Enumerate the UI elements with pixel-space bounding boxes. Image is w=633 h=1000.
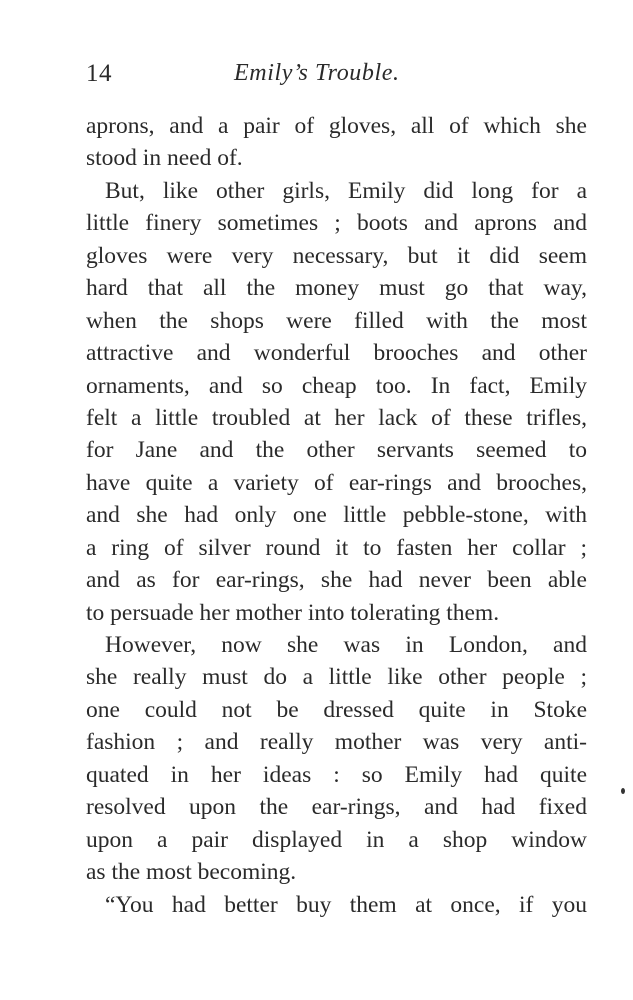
text-line: stood in need of. xyxy=(86,145,243,172)
text-line: one could not be dressed quite in Stoke xyxy=(86,696,587,723)
text-line: little finery sometimes ; boots and aprons and xyxy=(86,210,587,237)
text-line: ornaments, and so cheap too. In fact, Emily xyxy=(86,372,587,399)
text-line: “You had better buy them at once, if you xyxy=(105,891,587,918)
text-line: felt a little troubled at her lack of these trifles, xyxy=(86,404,587,431)
text-line: she really must do a little like other people ; xyxy=(86,664,587,691)
text-line: a ring of silver round it to fasten her collar ; xyxy=(86,534,587,561)
body-text xyxy=(86,110,587,921)
text-line: hard that all the money must go that way, xyxy=(86,275,587,302)
text-line: aprons, and a pair of gloves, all of which she xyxy=(86,113,587,139)
text-line: and she had only one little pebble-stone, with xyxy=(86,502,587,529)
text-line: fashion ; and really mother was very anti- xyxy=(86,729,587,756)
text-line: upon a pair displayed in a shop window xyxy=(86,826,587,853)
text-line: to persuade her mother into tolerating them. xyxy=(86,599,500,626)
page-header xyxy=(86,60,586,90)
ink-speck xyxy=(621,788,625,794)
running-title: Emily’s Trouble. xyxy=(234,60,400,86)
text-line: But, like other girls, Emily did long for a xyxy=(105,177,587,204)
text-line: for Jane and the other servants seemed to xyxy=(86,437,587,464)
text-line: attractive and wonderful brooches and other xyxy=(86,340,587,367)
text-line: quated in her ideas : so Emily had quite xyxy=(86,761,587,788)
text-line: However, now she was in London, and xyxy=(105,632,587,658)
text-line: gloves were very necessary, but it did seem xyxy=(86,242,587,269)
text-line: and as for ear-rings, she had never been able xyxy=(86,567,587,594)
text-line: have quite a variety of ear-rings and brooches, xyxy=(86,469,587,496)
text-line: as the most becoming. xyxy=(86,859,297,886)
text-line: when the shops were filled with the most xyxy=(86,307,587,334)
text-line: resolved upon the ear-rings, and had fixed xyxy=(86,794,587,821)
page-number: 14 xyxy=(86,60,112,87)
